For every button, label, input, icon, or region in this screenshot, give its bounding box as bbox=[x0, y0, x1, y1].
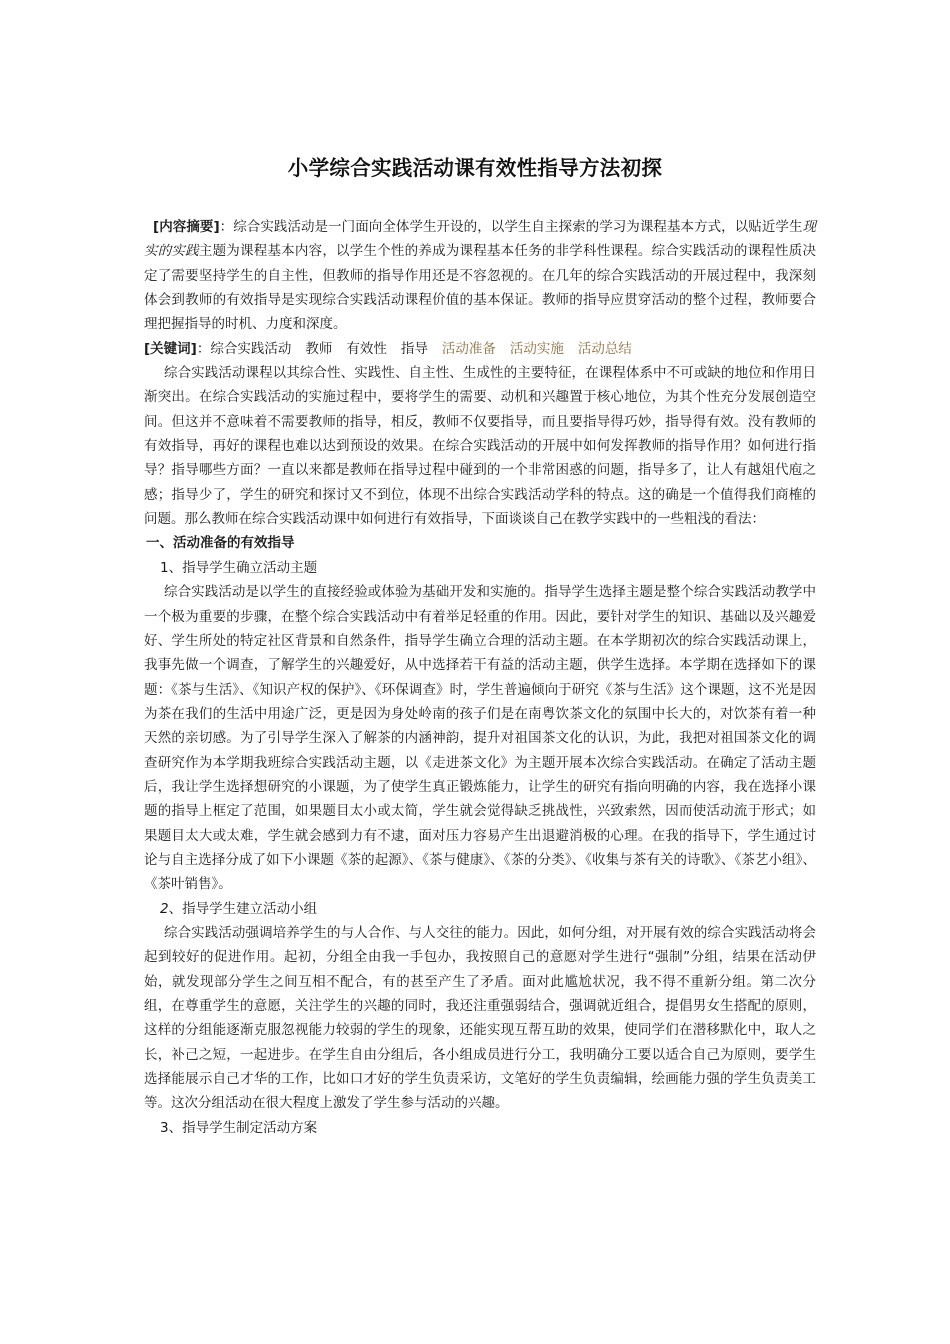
section1-heading: 一、活动准备的有效指导 bbox=[146, 535, 295, 552]
sub3-heading: 3、指导学生制定活动方案 bbox=[160, 1119, 318, 1136]
keyword-item: 教师 bbox=[305, 340, 333, 357]
sub2-heading bbox=[144, 897, 816, 921]
keywords-label: [关键词] bbox=[144, 340, 197, 357]
abstract-separator: ： bbox=[219, 219, 234, 235]
abstract-paragraph bbox=[144, 215, 816, 337]
keyword-highlight: 活动准备 bbox=[441, 340, 496, 357]
keyword-item: 综合实践活动 bbox=[210, 340, 292, 357]
abstract-text-part1: 综合实践活动是一门面向全体学生开设的，以学生自主探索的学习为课程基本方式，以贴近学生 bbox=[233, 219, 803, 235]
abstract-label: [内容摘要] bbox=[153, 219, 220, 235]
abstract-text-part2: 主题为课程基本内容，以学生个性的养成为课程基本任务的非学科性课程。综合实践活动的课程性质决定了需要坚持学生的自主性，但教师的指导作用还是不容忽视的。在几年的综合实践活动的开展过程中，我深刻体会到教师的有效指导是实现综合实践活动课程价值的基本保证。教师的指导应贯穿活动的整个过程，教师要合理把握指导的时机、力度和深度。 bbox=[144, 243, 816, 333]
keyword-highlight: 活动实施 bbox=[509, 340, 564, 357]
document-body bbox=[144, 215, 816, 1140]
keywords-line bbox=[144, 337, 816, 361]
sub1-heading: 1、指导学生确立活动主题 bbox=[160, 559, 318, 576]
keyword-item: 指导 bbox=[400, 340, 428, 357]
keyword-highlight: 活动总结 bbox=[577, 340, 632, 357]
keywords-separator: ： bbox=[196, 340, 211, 357]
sub2-heading-text: 、指导学生建立活动小组 bbox=[168, 900, 318, 917]
sub1-paragraph: 综合实践活动是以学生的直接经验或体验为基础开发和实施的。指导学生选择主题是整个综合实践活动教学中一个极为重要的步骤，在整个综合实践活动中有着举足轻重的作用。因此，要针对学生的知识、基础以及兴趣爱好、学生所处的特定社区背景和自然条件，指导学生确立合理的活动主题。在本学期初次的综合实践活动课上，我事先做一个调查，了解学生的兴趣爱好，从中选择若干有益的活动主题，供学生选择。本学期在选择如下的课题：《茶与生活》、《知识产权的保护》、《环保调查》时，学生普遍倾向于研究《茶与生活》这个课题，这不光是因为茶在我们的生活中用途广泛，更是因为身处岭南的孩子们是在南粤饮茶文化的氛围中长大的，对饮茶有着一种天然的亲切感。为了引导学生深入了解茶的内涵神韵，提升对祖国茶文化的认识，为此，我把对祖国茶文化的调查研究作为本学期我班综合实践活动主题，以《走进茶文化》为主题开展本次综合实践活动。在确定了活动主题后，我让学生选择想研究的小课题，为了使学生真正锻炼能力，让学生的研究有指向明确的内容，我在选择小课题的指导上框定了范围，如果题目太小或太简，学生就会觉得缺乏挑战性，兴致索然，因而使活动流于形式；如果题目太大或太难，学生就会感到力有不逮，面对压力容易产生出退避消极的心理。在我的指导下，学生通过讨论与自主选择分成了如下小课题《茶的起源》、《茶与健康》、《茶的分类》、《收集与茶有关的诗歌》、《茶艺小组》、《茶叶销售》。 bbox=[144, 584, 816, 893]
keyword-item: 有效性 bbox=[346, 340, 387, 357]
document-title: 小学综合实践活动课有效性指导方法初探 bbox=[287, 156, 663, 180]
intro-paragraph: 综合实践活动课程以其综合性、实践性、自主性、生成性的主要特征，在课程体系中不可或缺的地位和作用日渐突出。在综合实践活动的实施过程中，要将学生的需要、动机和兴趣置于核心地位，为其个性充分发展创造空间。但这并不意味着不需要教师的指导，相反，教师不仅要指导，而且要指导得巧妙，指导得有效。没有教师的有效指导，再好的课程也难以达到预设的效果。在综合实践活动的开展中如何发挥教师的指导作用？如何进行指导？指导哪些方面？一直以来都是教师在指导过程中碰到的一个非常困惑的问题，指导多了，让人有越俎代庖之感；指导少了，学生的研究和探讨又不到位，体现不出综合实践活动学科的特点。这的确是一个值得我们商榷的问题。那么教师在综合实践活动课中如何进行有效指导，下面谈谈自己在教学实践中的一些粗浅的看法： bbox=[144, 365, 816, 528]
sub2-heading-number: 2 bbox=[160, 900, 169, 917]
sub2-paragraph: 综合实践活动强调培养学生的与人合作、与人交往的能力。因此，如何分组，对开展有效的综合实践活动将会起到较好的促进作用。起初，分组全由我一手包办，我按照自己的意愿对学生进行“强制”分组，结果在活动伊始，就发现部分学生之间互相不配合，有的甚至产生了矛盾。面对此尴尬状况，我不得不重新分组。第二次分组，在尊重学生的意愿，关注学生的兴趣的同时，我还注重强弱结合，强调就近组合，提倡男女生搭配的原则，这样的分组能逐渐克服忽视能力较弱的学生的现象，还能实现互帮互助的效果，使同学们在潜移默化中，取人之长，补己之短，一起进步。在学生自由分组后，各小组成员进行分工，我明确分工要以适合自己为原则，要学生选择能展示自己才华的工作，比如口才好的学生负责采访，文笔好的学生负责编辑，绘画能力强的学生负责美工等。这次分组活动在很大程度上激发了学生参与活动的兴趣。 bbox=[144, 924, 816, 1112]
abstract-emphasis: 现实的实践 bbox=[144, 219, 817, 260]
